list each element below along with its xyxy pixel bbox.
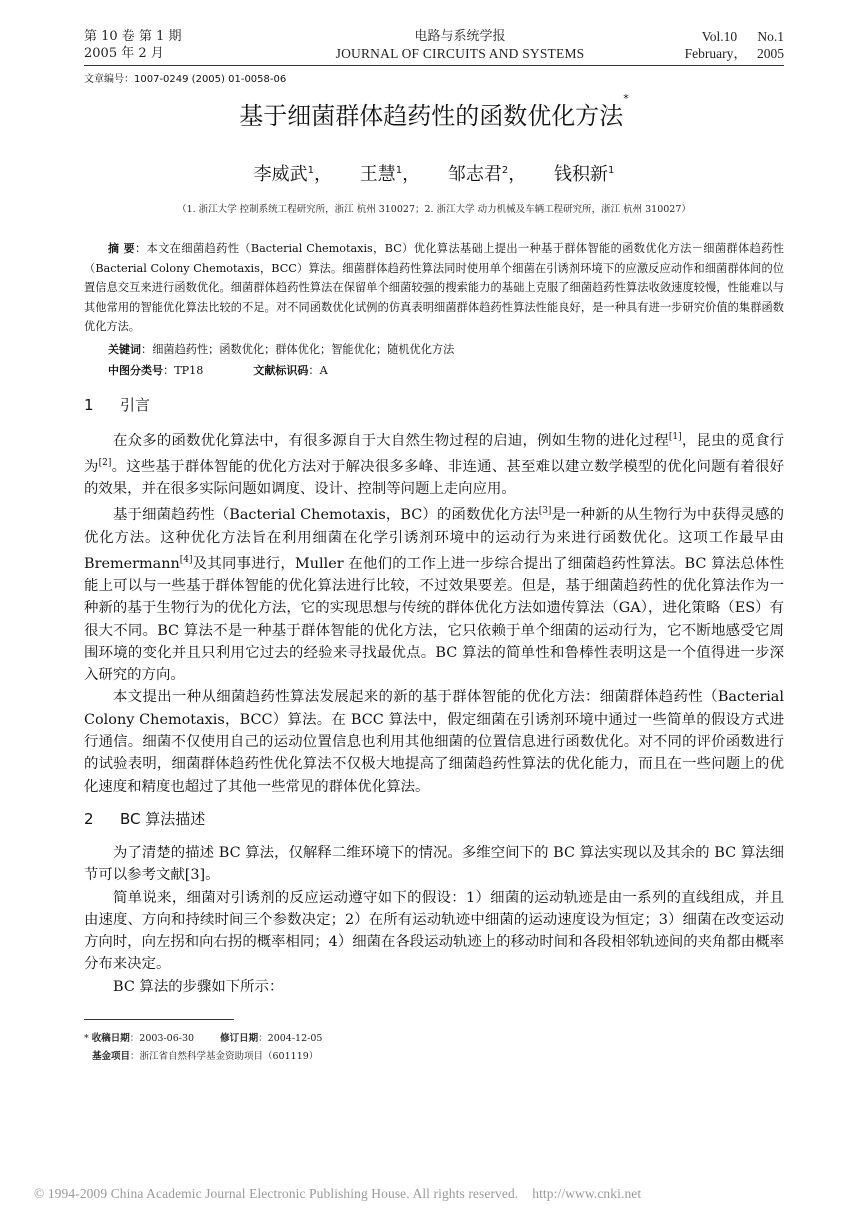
paragraph-text: 基于细菌趋药性（Bacterial Chemotaxis，BC）的函数优化方法: [113, 507, 539, 524]
classification: [84, 361, 808, 381]
paragraph-text: 及其同事进行，Muller 在他们的工作上进一步综合提出了细菌趋药性算法。BC 算法总体性能上可以与一些基于群体智能的优化算法进行比较，不过效果要差。但是，基于细菌趋药性的优化算法作为一种新的基于生物行为的优化方法，它的实现思想与传统的群体优化方法如遗传算法（GA），进化策略（ES）有很大不同。BC 算法不是一种基于群体智能的优化方法，它只依赖于单个细菌的运动行为，它不断地感受它周围环境的变化并且只利用它过去的经验来寻找最优点。BC 算法的简单性和鲁棒性表明这是一个值得进一步深入研究的方向。: [84, 555, 784, 684]
fund-text: ：浙江省自然科学基金资助项目（601119）: [130, 1051, 319, 1062]
title-footnote-mark: *: [623, 92, 629, 105]
paragraph-text: BC 算法的步骤如下所示：: [113, 978, 284, 995]
citation-ref: [4]: [179, 554, 193, 565]
copyright-notice: © 1994-2009 China Academic Journal Electronic Publishing House. All rights reserved. http://www.cnki.net: [34, 1186, 642, 1201]
paragraph: [84, 842, 784, 887]
received-label: 收稿日期: [91, 1033, 130, 1044]
header-journal-cn: 电路与系统学报: [414, 29, 506, 44]
author: 王慧$^1$，: [359, 164, 421, 185]
paper-title-text: 基于细菌群体趋药性的函数优化方法: [239, 102, 624, 130]
revised-label: 修订日期: [220, 1033, 259, 1044]
citation-ref: [1]: [668, 432, 682, 442]
revised-date: ：2004-12-05: [258, 1033, 323, 1044]
received-date: ：2003-06-30: [129, 1033, 195, 1044]
paragraph-text: 。这些基于群体智能的优化方法对于解决很多多峰、非连通、甚至难以建立数学模型的优化问题有着很好的效果，并在很多实际问题如调度、设计、控制等问题上走向应用。: [84, 458, 784, 498]
abstract-text: ：本文在细菌趋药性（Bacterial Chemotaxis，BC）优化算法基础上提出一种基于群体智能的函数优化方法－细菌群体趋药性（Bacterial Colony Chemotaxis，BCC）算法。细菌群体趋药性算法同时使用单个细菌在引诱剂环境下的应激反应动作和细菌群体间的位置信息交互来进行函数优化。细菌群体趋药性算法在保留单个细菌较强的搜索能力的基础上克服了细菌趋药性算法收敛速度较慢，性能难以与其他常用的智能优化算法比较的不足。对不同函数优化试例的仿真表明细菌群体趋药性算法性能良好，是一种具有进一步研究价值的集群函数优化方法。: [84, 242, 784, 333]
abstract: [84, 239, 784, 337]
header-vol-no: Vol.10 No.1: [701, 29, 784, 44]
header-volume-info-en: [685, 28, 784, 62]
paragraph-text: 是一种新的从生物行为中获得灵感的优化方法。这种优化方法旨在利用细菌在化学引诱剂环境中的运动行为来进行函数优化。这项工作最早由 Bremermann: [84, 507, 784, 572]
paragraph-text: 简单说来，细菌对引诱剂的反应运动遵守如下的假设：1）细菌的运动轨迹是由一系列的直线组成，并且由速度、方向和持续时间三个参数决定；2）在所有运动轨迹中细菌的运动速度设为恒定；3）细菌在改变运动方向时，向左拐和向右拐的概率相同；4）细菌在各段运动轨迹上的移动时间和各段相邻轨迹间的夹角都由概率分布来决定。: [84, 889, 784, 973]
author: 邹志君$^2$，: [447, 164, 527, 185]
section-number: 1: [84, 396, 94, 414]
keywords-label: 关键词: [108, 343, 141, 356]
paragraph-text: 本文提出一种从细菌趋药性算法发展起来的新的基于群体智能的优化方法：细菌群体趋药性（Bacterial Colony Chemotaxis，BCC）算法。在 BCC 算法中，假定细菌在引诱剂环境中通过一些简单的假设方式进行通信。细菌不仅使用自己的运动位置信息也利用其他细菌的位置信息进行函数优化。对不同的评价函数进行的试验表明，细菌群体趋药性优化算法不仅极大地提高了细菌趋药性算法的优化能力，而且在一些问题上的优化速度和精度也超过了其他一些常见的群体优化算法。: [84, 689, 784, 795]
citation-ref: [2]: [98, 458, 112, 469]
author-list: [0, 160, 868, 186]
paragraph: [84, 500, 784, 686]
abstract-label: 摘 要: [108, 242, 136, 255]
paper-title: [0, 92, 868, 131]
section-heading: [84, 808, 205, 829]
affiliation: （1. 浙江大学 控制系统工程研究所，浙江 杭州 310027；2. 浙江大学 动力机械及车辆工程研究所，浙江 杭州 310027）: [177, 204, 691, 215]
paragraph-text: 为了清楚的描述 BC 算法，仅解释二维环境下的情况。多维空间下的 BC 算法实现以及其余的 BC 算法细节可以参考文献[3]。: [84, 845, 784, 884]
header-volume-info: [84, 28, 181, 62]
paragraph-text: ，昆虫的觅食行为: [84, 432, 784, 475]
header-divider: [84, 65, 784, 66]
keywords: [84, 340, 808, 360]
paragraph: [84, 887, 784, 976]
footnote-dates: * 收稿日期：2003-06-30 修订日期：2004-12-05: [84, 1033, 323, 1044]
footnote-divider: [84, 1019, 234, 1020]
clc-value: ：TP18: [163, 364, 204, 377]
section-title: 引言: [120, 396, 151, 414]
header-volume-issue: 第 10 卷 第 1 期: [84, 29, 182, 44]
clc-label: 中图分类号: [108, 364, 163, 377]
citation-ref: [3]: [538, 506, 552, 517]
author: 钱积新$^1$: [553, 164, 615, 185]
section-body: [84, 426, 784, 798]
doc-code-label: 文献标识码: [253, 364, 309, 377]
section-number: 2: [84, 810, 94, 828]
paragraph: [84, 976, 784, 998]
section-body: [84, 842, 784, 998]
fund-label: 基金项目: [92, 1051, 131, 1062]
author: 李威武$^1$，: [253, 164, 333, 185]
header-journal-en: JOURNAL OF CIRCUITS AND SYSTEMS: [335, 46, 585, 61]
footnote-fund: [84, 1048, 318, 1062]
paragraph: [84, 426, 784, 500]
header-journal-name: [260, 28, 660, 62]
header-date: 2005 年 2 月: [84, 46, 164, 61]
article-number: 文章编号：1007-0249 (2005) 01-0058-06: [84, 74, 287, 85]
section-heading: [84, 394, 150, 415]
paragraph-text: 在众多的函数优化算法中，有很多源自于大自然生物过程的启迪，例如生物的进化过程: [113, 432, 669, 449]
paragraph: [84, 686, 784, 797]
header-month-year: February， 2005: [684, 46, 784, 61]
doc-code-value: ：A: [308, 364, 328, 377]
section-title: BC 算法描述: [120, 810, 206, 828]
keywords-text: ：细菌趋药性；函数优化；群体优化；智能优化；随机优化方法: [141, 343, 455, 356]
